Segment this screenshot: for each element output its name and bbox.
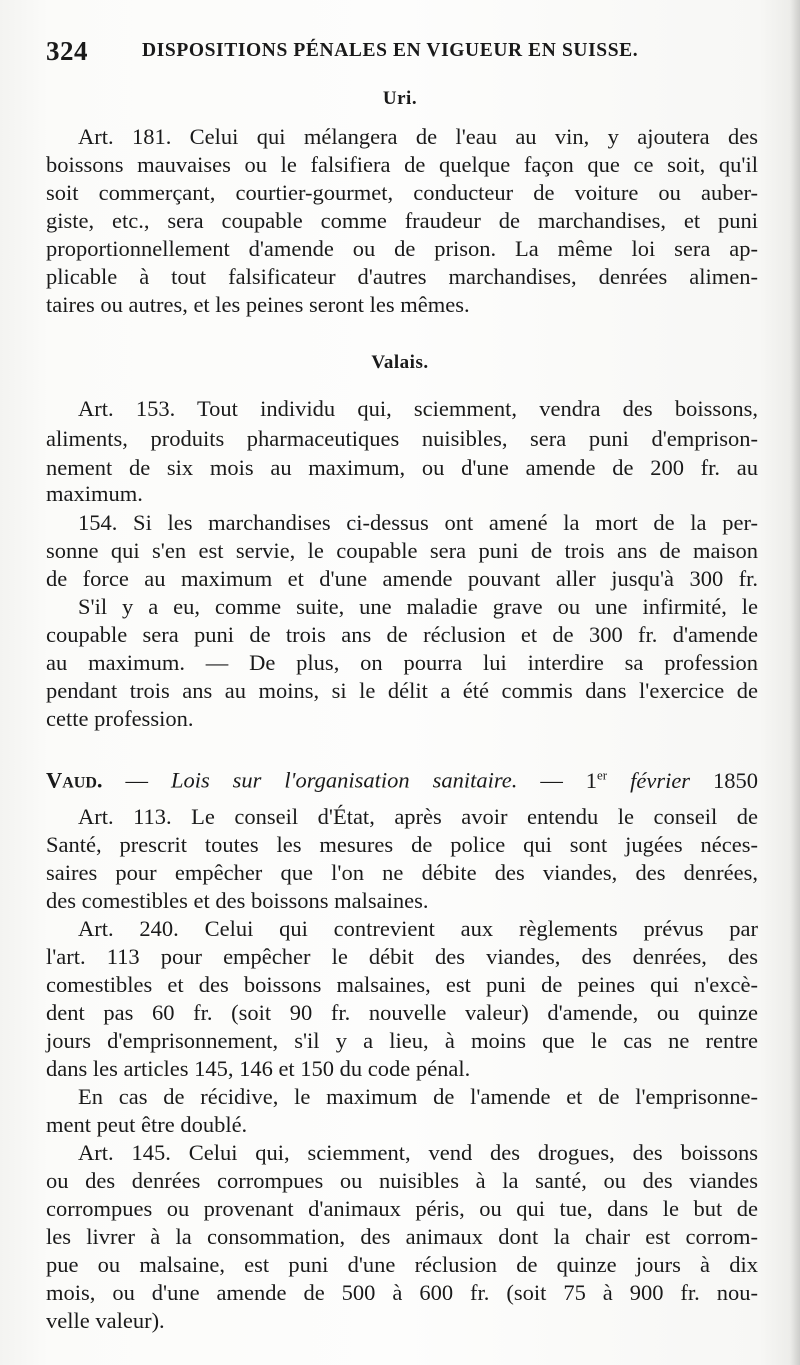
text-line: 154. Si les marchandises ci-dessus ont amené la mort de la per- <box>78 510 758 535</box>
page-header <box>46 36 766 68</box>
text-line: mois, ou d'une amende de 500 à 600 fr. (soit 75 à 900 fr. nou- <box>46 1280 758 1305</box>
text-line: pendant trois ans au moins, si le délit a été commis dans l'exercice de <box>46 678 758 703</box>
text-line: plicable à tout falsificateur d'autres marchandises, denrées alimen- <box>46 264 758 289</box>
dash: — <box>125 767 148 793</box>
text-line: ment peut être doublé. <box>46 1112 248 1137</box>
text-line: saires pour empêcher que l'on ne débite des viandes, des denrées, <box>46 860 758 885</box>
section-heading-valais: Valais. <box>371 352 429 373</box>
text-line: cette profession. <box>46 706 194 731</box>
date-year: 1850 <box>713 767 759 793</box>
text-line: taires ou autres, et les peines seront les mêmes. <box>46 292 470 317</box>
law-date <box>586 768 758 793</box>
dash: — <box>540 767 563 793</box>
text-line: dans les articles 145, 146 et 150 du code pénal. <box>46 1056 471 1081</box>
text-line: Art. 240. Celui qui contrevient aux règlements prévus par <box>78 916 758 941</box>
text-line: dent pas 60 fr. (soit 90 fr. nouvelle valeur) d'amende, ou quinze <box>46 1000 758 1025</box>
text-line: jours d'emprisonnement, s'il y a lieu, à moins que le cas ne rentre <box>46 1028 758 1053</box>
page-number: 324 <box>46 36 88 66</box>
text-line: proportionnellement d'amende ou de prison. La même loi sera ap- <box>46 236 758 261</box>
text-line: ou des denrées corrompues ou nuisibles à la santé, ou des viandes <box>46 1168 758 1193</box>
page-edge-shadow <box>790 0 800 1365</box>
text-line: sonne qui s'en est servie, le coupable sera puni de trois ans de maison <box>46 538 758 563</box>
text-line: boissons mauvaises ou le falsifiera de quelque façon que ce soit, qu'il <box>46 152 758 177</box>
text-line: au maximum. — De plus, on pourra lui interdire sa profession <box>46 650 758 675</box>
date-day: 1 <box>585 767 598 793</box>
text-line: Art. 113. Le conseil d'État, après avoir entendu le conseil de <box>78 804 758 829</box>
text-line: Art. 145. Celui qui, sciemment, vend des drogues, des boissons <box>78 1140 758 1165</box>
text-line: S'il y a eu, comme suite, une maladie grave ou une infirmité, le <box>78 594 758 619</box>
running-title: DISPOSITIONS PÉNALES EN VIGUEUR EN SUISSE. <box>142 40 639 61</box>
text-line: En cas de récidive, le maximum de l'amende et de l'emprisonne- <box>78 1084 758 1109</box>
section-heading-uri: Uri. <box>382 88 418 109</box>
section-heading-vaud <box>46 762 759 793</box>
text-line: coupable sera puni de trois ans de réclusion et de 300 fr. d'amende <box>46 622 758 647</box>
vaud-canton-name: Vaud. <box>46 767 103 793</box>
text-line: Art. 181. Celui qui mélangera de l'eau au vin, y ajoutera des <box>78 124 758 149</box>
text-line: de force au maximum et d'une amende pouvant aller jusqu'à 300 fr. <box>46 566 758 591</box>
text-line: des comestibles et des boissons malsaines. <box>46 888 429 913</box>
text-line: les livrer à la consommation, des animaux dont la chair est corrom- <box>46 1224 758 1249</box>
text-line: aliments, produits pharmaceutiques nuisibles, sera puni d'emprison- <box>46 426 758 451</box>
text-line: pue ou malsaine, est puni d'une réclusion de quinze jours à dix <box>46 1252 758 1277</box>
text-line: l'art. 113 pour empêcher le débit des viandes, des denrées, des <box>46 944 758 969</box>
date-month: février <box>630 767 691 793</box>
text-line: Art. 153. Tout individu qui, sciemment, vendra des boissons, <box>78 396 758 421</box>
text-line: soit commerçant, courtier-gourmet, conducteur de voiture ou auber- <box>46 180 758 205</box>
text-line: velle valeur). <box>46 1308 165 1333</box>
text-line: corrompues ou provenant d'animaux péris, ou qui tue, dans le but de <box>46 1196 758 1221</box>
text-line: comestibles et des boissons malsaines, est puni de peines qui n'excè- <box>46 972 758 997</box>
text-line: Santé, prescrit toutes les mesures de police qui sont jugées néces- <box>46 832 758 857</box>
law-title: Lois sur l'organisation sanitaire. <box>170 767 518 793</box>
text-line: nement de six mois au maximum, ou d'une amende de 200 fr. au <box>46 455 758 480</box>
text-line: maximum. <box>46 481 143 506</box>
date-day-suffix: er <box>597 767 608 782</box>
text-line: giste, etc., sera coupable comme fraudeur de marchandises, et puni <box>46 208 758 233</box>
